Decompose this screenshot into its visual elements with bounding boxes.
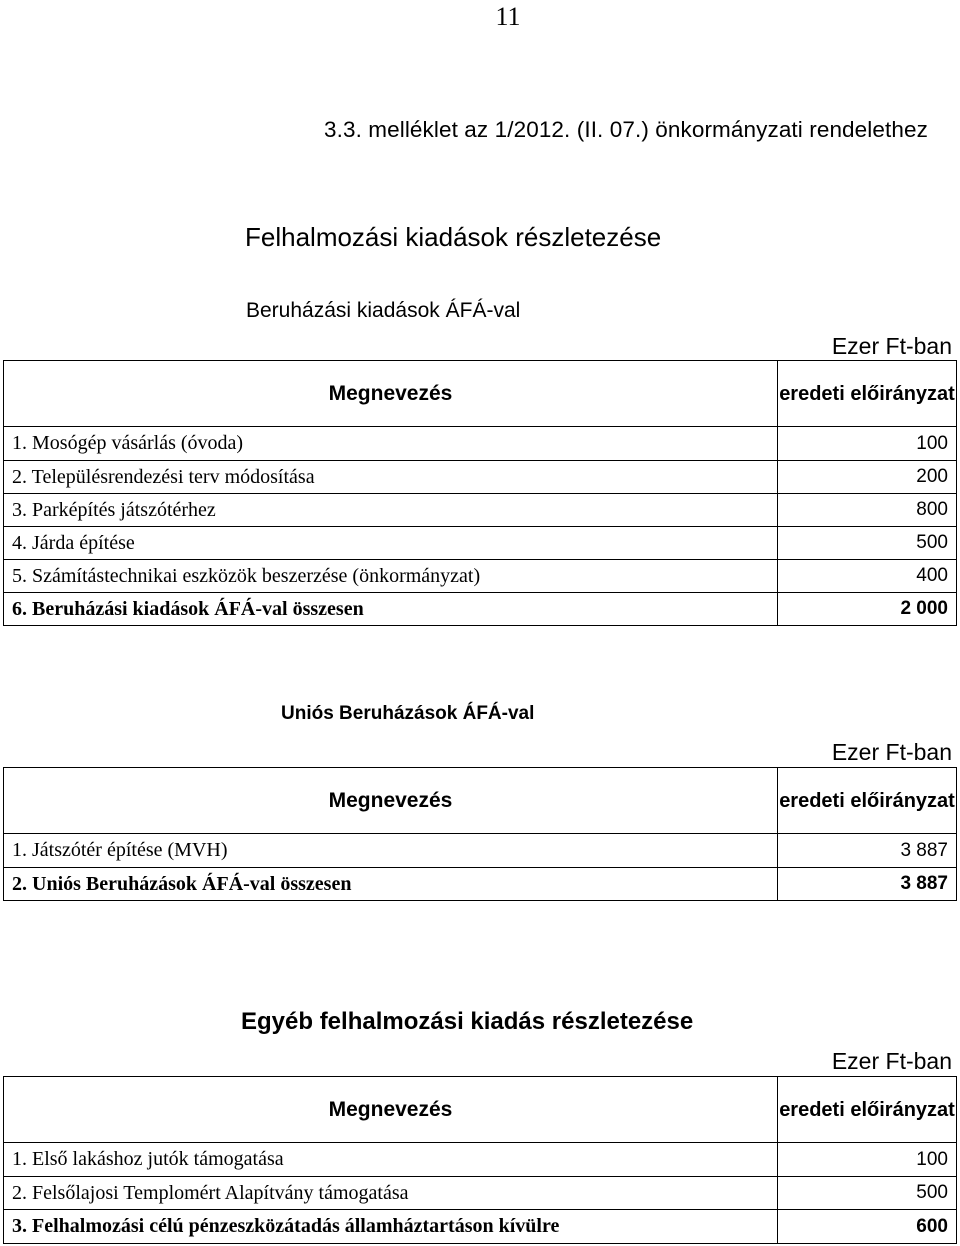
row-name: 3. Parképítés játszótérhez bbox=[4, 494, 778, 527]
unit-label: Ezer Ft-ban bbox=[831, 333, 952, 359]
row-name: 1. Első lakáshoz jutók támogatása bbox=[4, 1143, 778, 1177]
row-name: 2. Településrendezési terv módosítása bbox=[4, 461, 778, 494]
section-title-other-capital: Egyéb felhalmozási kiadás részletezése bbox=[241, 1008, 694, 1035]
table-row bbox=[4, 1143, 957, 1177]
row-value: 500 bbox=[778, 1177, 957, 1210]
unit-label: Ezer Ft-ban bbox=[831, 1048, 952, 1074]
row-value: 500 bbox=[778, 527, 957, 560]
table-row bbox=[4, 527, 957, 560]
column-header-name: Megnevezés bbox=[4, 361, 778, 427]
row-name: 5. Számítástechnikai eszközök beszerzése (önkormányzat) bbox=[4, 560, 778, 593]
table-total-row bbox=[4, 1210, 957, 1244]
row-name: 1. Játszótér építése (MVH) bbox=[4, 834, 778, 868]
section-title-eu-investments: Uniós Beruházások ÁFÁ-val bbox=[281, 703, 535, 724]
row-value: 800 bbox=[778, 494, 957, 527]
total-value: 2 000 bbox=[778, 593, 957, 626]
document-title: Felhalmozási kiadások részletezése bbox=[245, 222, 662, 252]
table-row bbox=[4, 427, 957, 461]
row-name: 1. Mosógép vásárlás (óvoda) bbox=[4, 427, 778, 461]
total-name: 6. Beruházási kiadások ÁFÁ-val összesen bbox=[4, 593, 778, 626]
row-value: 200 bbox=[778, 461, 957, 494]
table-row bbox=[4, 834, 957, 868]
column-header-value: eredeti előirányzat bbox=[778, 361, 957, 427]
table-total-row bbox=[4, 868, 957, 901]
table-row bbox=[4, 494, 957, 527]
total-value: 3 887 bbox=[778, 868, 957, 901]
row-value: 100 bbox=[778, 1143, 957, 1177]
row-value: 100 bbox=[778, 427, 957, 461]
column-header-name: Megnevezés bbox=[4, 1077, 778, 1143]
page-number: 11 bbox=[495, 2, 521, 31]
column-header-value: eredeti előirányzat bbox=[778, 768, 957, 834]
table-row bbox=[4, 461, 957, 494]
total-name: 3. Felhalmozási célú pénzeszközátadás államháztartáson kívülre bbox=[4, 1210, 778, 1244]
other-capital-table bbox=[3, 1076, 957, 1244]
table-row bbox=[4, 1177, 957, 1210]
table-row bbox=[4, 560, 957, 593]
table-total-row bbox=[4, 593, 957, 626]
row-name: 4. Járda építése bbox=[4, 527, 778, 560]
row-value: 3 887 bbox=[778, 834, 957, 868]
row-value: 400 bbox=[778, 560, 957, 593]
column-header-value: eredeti előirányzat bbox=[778, 1077, 957, 1143]
total-name: 2. Uniós Beruházások ÁFÁ-val összesen bbox=[4, 868, 778, 901]
column-header-name: Megnevezés bbox=[4, 768, 778, 834]
unit-label: Ezer Ft-ban bbox=[831, 739, 952, 765]
investments-table bbox=[3, 360, 957, 626]
total-value: 600 bbox=[778, 1210, 957, 1244]
row-name: 2. Felsőlajosi Templomért Alapítvány támogatása bbox=[4, 1177, 778, 1210]
annex-reference: 3.3. melléklet az 1/2012. (II. 07.) önkormányzati rendelethez bbox=[324, 117, 928, 142]
eu-investments-table bbox=[3, 767, 957, 901]
section-title-investments: Beruházási kiadások ÁFÁ-val bbox=[246, 299, 521, 322]
